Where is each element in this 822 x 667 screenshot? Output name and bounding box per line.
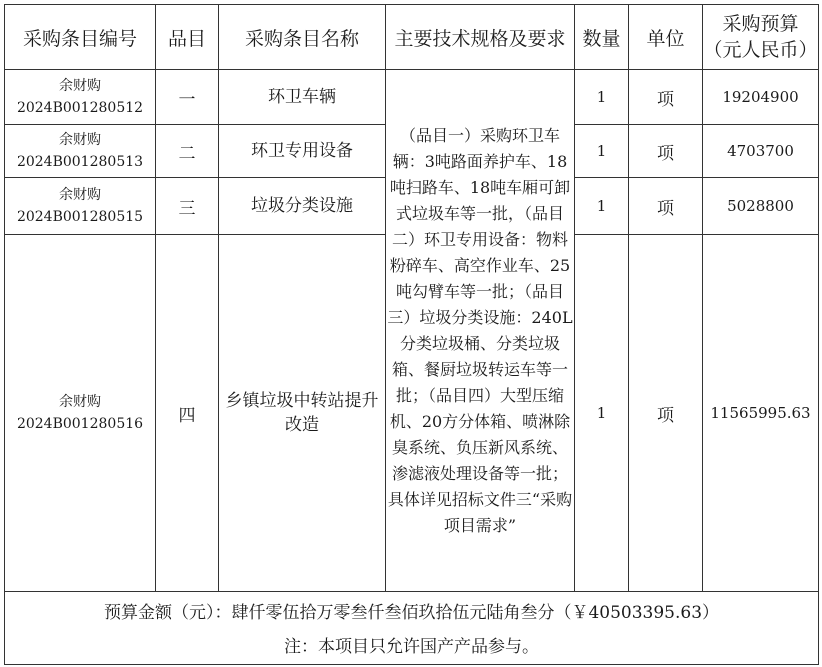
header-budget-line1: 采购预算 [722,13,799,35]
lot-cell: 三 [156,178,219,235]
header-lot: 品目 [156,5,219,70]
header-unit: 单位 [629,5,703,70]
lot-cell: 四 [156,235,219,592]
header-budget-line2: （元人民币） [703,39,818,61]
code-cell [5,125,156,178]
header-name: 采购条目名称 [219,5,386,70]
footer-cell [5,592,819,665]
lot-cell: 二 [156,125,219,178]
budget-cell: 5028800 [703,178,819,235]
unit-cell: 项 [629,235,703,592]
item-name-cell: 环卫专用设备 [219,125,386,178]
code-prefix: 余财购 [59,78,101,94]
budget-cell: 4703700 [703,125,819,178]
item-name-cell: 垃圾分类设施 [219,178,386,235]
code-cell [5,235,156,592]
item-name-cell: 乡镇垃圾中转站提升改造 [219,235,386,592]
footer-row [5,592,819,665]
budget-cell: 19204900 [703,70,819,125]
qty-cell: 1 [575,125,629,178]
lot-cell: 一 [156,70,219,125]
item-name-cell: 环卫车辆 [219,70,386,125]
code-cell [5,70,156,125]
budget-cell: 11565995.63 [703,235,819,592]
table-row [5,70,819,125]
code-number: 2024B001280512 [16,100,144,116]
procurement-table [4,4,819,665]
qty-cell: 1 [575,178,629,235]
header-spec: 主要技术规格及要求 [386,5,575,70]
code-prefix: 余财购 [59,187,101,203]
unit-cell: 项 [629,125,703,178]
header-qty: 数量 [575,5,629,70]
code-number: 2024B001280515 [16,209,144,225]
header-code: 采购条目编号 [5,5,156,70]
unit-cell: 项 [629,178,703,235]
footer-note: 注：本项目只允许国产产品参与。 [284,637,539,657]
spec-cell: （品目一）采购环卫车辆：3吨路面养护车、18吨扫路车、18吨车厢可卸式垃圾车等一批，（品目二）环卫专用设备：物料粉碎车、高空作业车、25吨勾臂车等一批；（品目三）垃圾分类设施：240L分类垃圾桶、分类垃圾箱、餐厨垃圾转运车等一批；（品目四）大型压缩机、20方分体箱、喷淋除臭系统、负压新风系统、渗滤液处理设备等一批；具体详见招标文件三“采购项目需求” [386,70,575,592]
budget-total-text: 预算金额（元）：肆仟零伍拾万零叁仟叁佰玖拾伍元陆角叁分（￥40503395.63） [103,603,720,623]
code-prefix: 余财购 [59,394,101,410]
code-cell [5,178,156,235]
unit-cell: 项 [629,70,703,125]
code-number: 2024B001280516 [16,416,144,432]
code-prefix: 余财购 [59,132,101,148]
header-row [5,5,819,70]
qty-cell: 1 [575,235,629,592]
header-budget [703,5,819,70]
qty-cell: 1 [575,70,629,125]
code-number: 2024B001280513 [16,154,144,170]
